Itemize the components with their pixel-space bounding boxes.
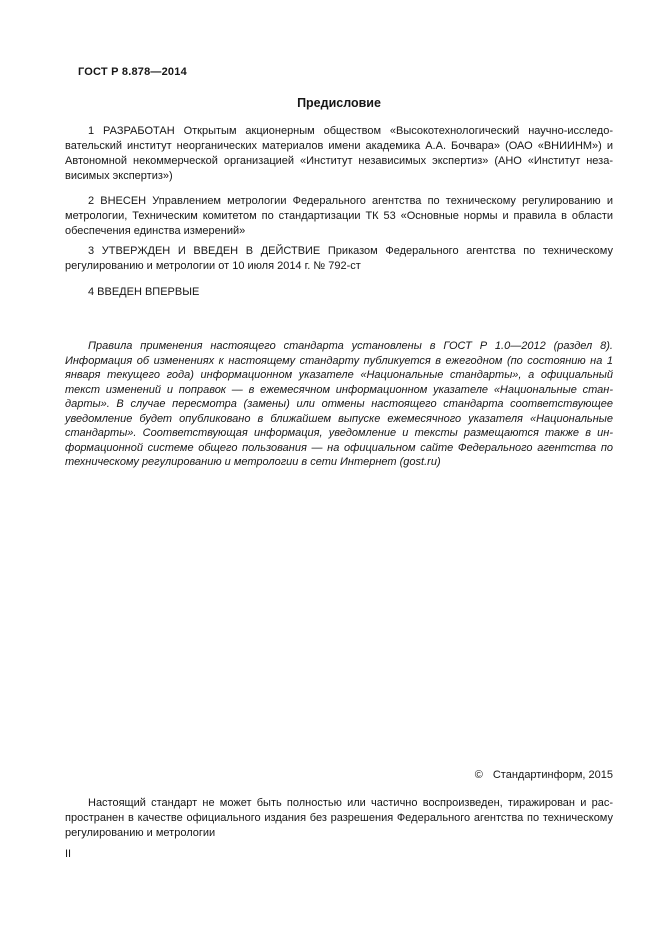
copyright-line [65,769,613,781]
foreword-item-submitted: 2 ВНЕСЕН Управлением метрологии Федерального агентства по техническому регулированию и метрологии, Техническим комитетом по стандартизации ТК 53 «Основные нормы и правила в области обеспечения единства измерений» [65,195,613,237]
application-rules-note: Правила применения настоящего стандарта установлены в ГОСТ Р 1.0—2012 (раздел 8). Информация об изменениях к настоящему стандарту публикуется в ежегодном (по состоянию на 1 января текущего года) информационном указателе «Национальные стандарты», а официальный текст изменений и поправок — в ежемесячном информационном указателе «Национальные стандарты». В случае пересмотра (замены) или отмены настоящего стандарта соответствующее уведомление будет опубликовано в ближайшем выпуске ежемесячного указателя «Национальные стандарты». Соответствующая информация, уведомление и тексты размещаются также в информационной системе общего пользования — на официальном сайте Федерального агентства по техническому регулированию и метрологии в сети Интернет (gost.ru) [65,340,613,468]
page-title: Предисловие [297,96,381,110]
foreword-item-developed: 1 РАЗРАБОТАН Открытым акционерным обществом «Высокотехнологический научно-исследовательский институт неорганических материалов имени академика А.А. Бочвара» (ОАО «ВНИИНМ») и Автономной некоммерческой организацией «Институт независимых экспертиз» (АНО «Институт независимых экспертиз») [65,125,613,182]
foreword-item-first-introduced: 4 ВВЕДЕН ВПЕРВЫЕ [88,286,200,298]
document-code: ГОСТ Р 8.878—2014 [78,66,187,78]
copyright-symbol: © [474,769,483,781]
foreword-item-approved: 3 УТВЕРЖДЕН И ВВЕДЕН В ДЕЙСТВИЕ Приказом Федерального агентства по техническому регулированию и метрологии от 10 июля 2014 г. № 792-ст [65,245,613,272]
page-number: II [65,848,72,860]
reproduction-restriction-note: Настоящий стандарт не может быть полностью или частично воспроизведен, тиражирован и распространен в качестве официального издания без разрешения Федерального агентства по техническому регулированию и метрологии [65,797,613,839]
copyright-holder: Стандартинформ, 2015 [492,769,613,781]
